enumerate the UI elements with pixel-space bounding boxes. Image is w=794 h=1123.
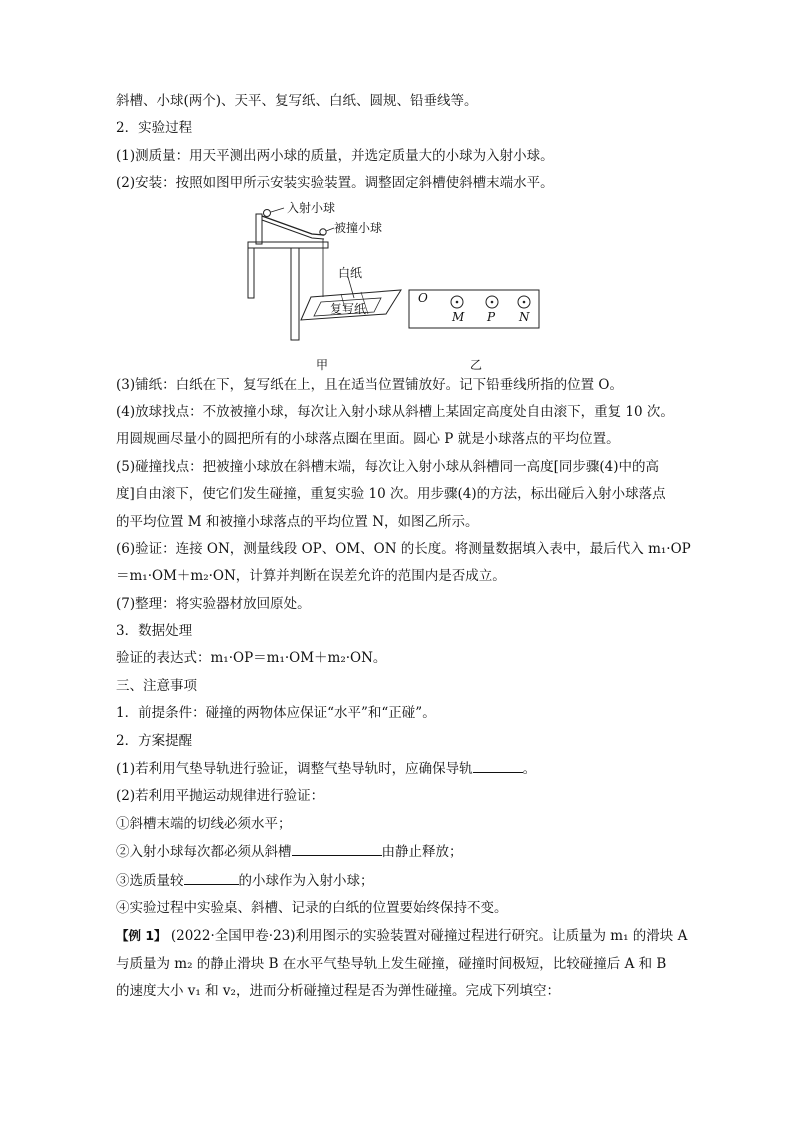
document-page [116,92,691,1010]
text-line: 1．前提条件：碰撞的两物体应保证“水平”和“正碰”。 [116,705,436,722]
text-line: 度]自由滚下，使它们发生碰撞，重复实验 10 次。用步骤(4)的方法，标出碰后入射小球落点 [116,486,666,503]
caption-b: 乙 [470,357,483,372]
text-line: (7)整理：将实验器材放回原处。 [116,595,311,612]
text-segment: (2022·全国甲卷·23)利用图示的实验装置对碰撞过程进行研究。让质量为 m₁ 的滑块 A [170,928,688,945]
text-line: (4)放球找点：不放被撞小球，每次让入射小球从斜槽上某固定高度处自由滚下，重复 10 次。 [116,403,674,420]
text-segment: ③选质量较 [116,872,184,889]
fill-blank[interactable] [473,759,523,773]
text-line: 的平均位置 M 和被撞小球落点的平均位置 N，如图乙所示。 [116,513,479,530]
text-line: ④实验过程中实验桌、斜槽、记录的白纸的位置要始终保持不变。 [116,899,508,916]
text-segment: 。 [522,761,537,778]
label-carbon-paper: 复写纸 [330,301,367,316]
text-line: 斜槽、小球(两个)、天平、复写纸、白纸、圆规、铅垂线等。 [116,93,478,109]
text-line-blank [116,871,686,891]
fill-blank[interactable] [292,842,382,856]
text-line: (5)碰撞找点：把被撞小球放在斜槽末端，每次让入射小球从斜槽同一高度[同步骤(4)中的高 [116,458,660,475]
text-line: (6)验证：连接 ON，测量线段 OP、OM、ON 的长度。将测量数据填入表中，最后代入 m₁·OP [116,540,691,557]
section-heading: 3．数据处理 [116,623,193,640]
text-line: 用圆规画尽量小的圆把所有的小球落点圈在里面。圆心 P 就是小球落点的平均位置。 [116,431,620,448]
point-o: O [418,290,428,305]
caption-a: 甲 [316,357,329,372]
text-line-blank [116,759,686,779]
apparatus-diagram [116,202,686,372]
text-segment: 由静止释放； [381,844,463,861]
example-tag: 【例 1】 [116,928,167,944]
label-target-ball: 被撞小球 [334,220,383,235]
text-segment: ②入射小球每次都必须从斜槽 [116,844,292,861]
label-incident-ball: 入射小球 [287,200,336,215]
text-line: ＝m₁·OM＋m₂·ON，计算并判断在误差允许的范围内是否成立。 [116,568,506,585]
text-line: ①斜槽末端的切线必须水平； [116,815,292,832]
text-segment: (1)若利用气垫导轨进行验证，调整气垫导轨时，应确保导轨 [116,761,473,778]
text-line: (1)测质量：用天平测出两小球的质量，并选定质量大的小球为入射小球。 [116,147,554,164]
text-line: (2)安装：按照如图甲所示安装实验装置。调整固定斜槽使斜槽末端水平。 [116,175,554,192]
point-p: P [487,309,496,324]
text-line: 与质量为 m₂ 的静止滑块 B 在水平气垫导轨上发生碰撞，碰撞时间极短，比较碰撞后 A 和 B [116,955,667,972]
point-n: N [519,309,530,324]
text-line: 验证的表达式：m₁·OP＝m₁·OM＋m₂·ON。 [116,650,387,667]
text-line: 的速度大小 v₁ 和 v₂，进而分析碰撞过程是否为弹性碰撞。完成下列填空： [116,983,560,1000]
section-heading: 2．方案提醒 [116,732,193,749]
point-m: M [452,309,465,324]
text-segment: 的小球作为入射小球； [238,872,374,889]
text-line: (2)若利用平抛运动规律进行验证： [116,788,325,805]
experiment-figure [116,202,686,372]
text-line-blank [116,842,686,862]
label-white-paper: 白纸 [338,265,363,280]
fill-blank[interactable] [184,871,239,885]
example-line [116,926,686,946]
section-heading: 三、注意事项 [116,677,197,694]
section-heading: 2．实验过程 [116,120,193,137]
text-line: (3)铺纸：白纸在下，复写纸在上，且在适当位置铺放好。记下铅垂线所指的位置 O。 [116,376,623,393]
